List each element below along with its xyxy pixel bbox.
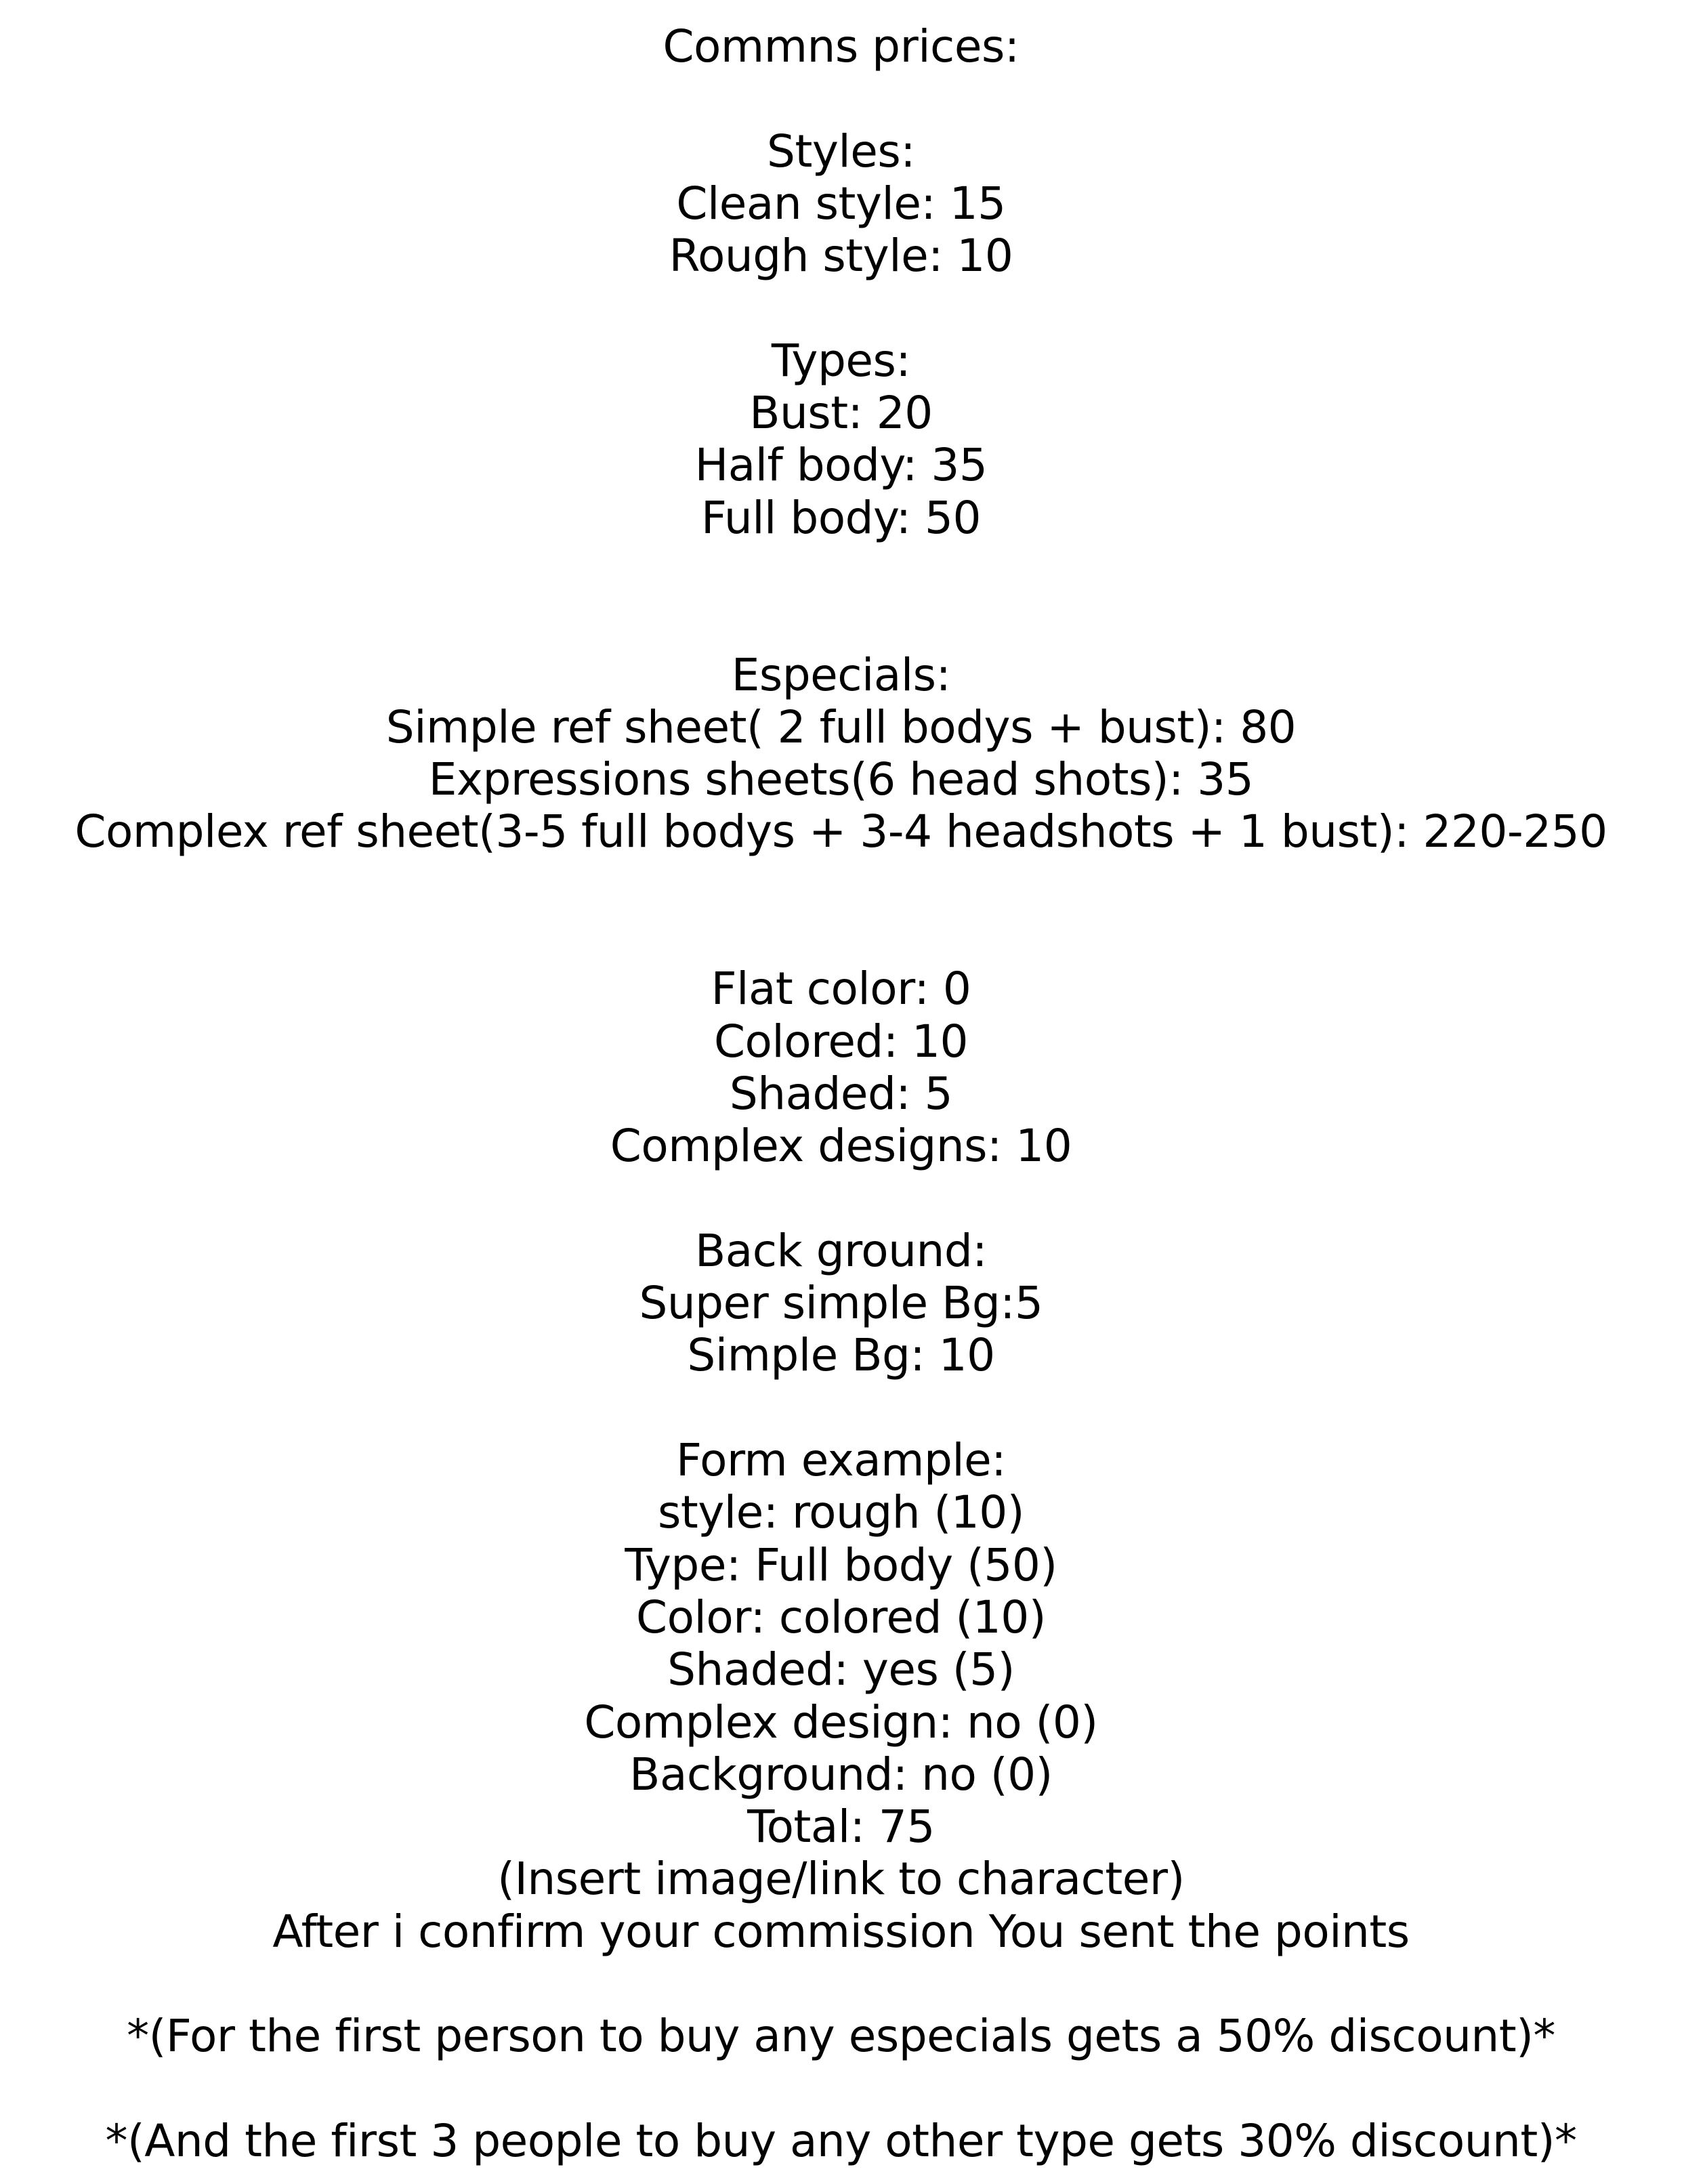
form-line-complex-design: Complex design: no (0) — [584, 1696, 1098, 1748]
especials-heading: Especials: — [731, 648, 951, 701]
form-line-total: Total: 75 — [747, 1801, 935, 1853]
especial-item-simple-ref: Simple ref sheet( 2 full bodys + bust): 80 — [385, 700, 1297, 753]
style-item-clean: Clean style: 15 — [676, 177, 1006, 230]
especial-item-complex-ref: Complex ref sheet(3-5 full bodys + 3-4 headshots + 1 bust): 220-250 — [75, 805, 1607, 858]
extra-item-complex-designs: Complex designs: 10 — [610, 1120, 1072, 1173]
extra-item-colored: Colored: 10 — [713, 1015, 969, 1068]
extra-item-flat-color: Flat color: 0 — [711, 963, 971, 1015]
background-heading: Back ground: — [695, 1224, 987, 1277]
extra-item-shaded: Shaded: 5 — [729, 1067, 953, 1120]
especial-item-expressions: Expressions sheets(6 head shots): 35 — [428, 753, 1254, 806]
form-line-color: Color: colored (10) — [636, 1591, 1046, 1643]
form-example-heading: Form example: — [675, 1434, 1007, 1487]
background-item-super-simple: Super simple Bg:5 — [639, 1277, 1043, 1330]
form-line-type: Type: Full body (50) — [625, 1538, 1057, 1591]
discount-note-especials: *(For the first person to buy any especials gets a 50% discount)* — [127, 2010, 1555, 2063]
type-item-half-body: Half body: 35 — [694, 439, 988, 492]
form-line-confirm-note: After i confirm your commission You sent the points — [272, 1905, 1410, 1958]
page-title: Commns prices: — [663, 20, 1019, 72]
types-heading: Types: — [771, 334, 911, 387]
type-item-bust: Bust: 20 — [749, 387, 933, 440]
form-line-background: Background: no (0) — [629, 1748, 1053, 1801]
styles-heading: Styles: — [767, 125, 915, 177]
background-item-simple: Simple Bg: 10 — [687, 1329, 995, 1382]
form-line-style: style: rough (10) — [657, 1486, 1025, 1539]
discount-note-other: *(And the first 3 people to buy any other type gets 30% discount)* — [105, 2114, 1577, 2167]
type-item-full-body: Full body: 50 — [701, 491, 981, 544]
style-item-rough: Rough style: 10 — [669, 230, 1013, 282]
form-line-shaded: Shaded: yes (5) — [667, 1643, 1015, 1696]
form-line-insert-image: (Insert image/link to character) — [497, 1853, 1185, 1906]
